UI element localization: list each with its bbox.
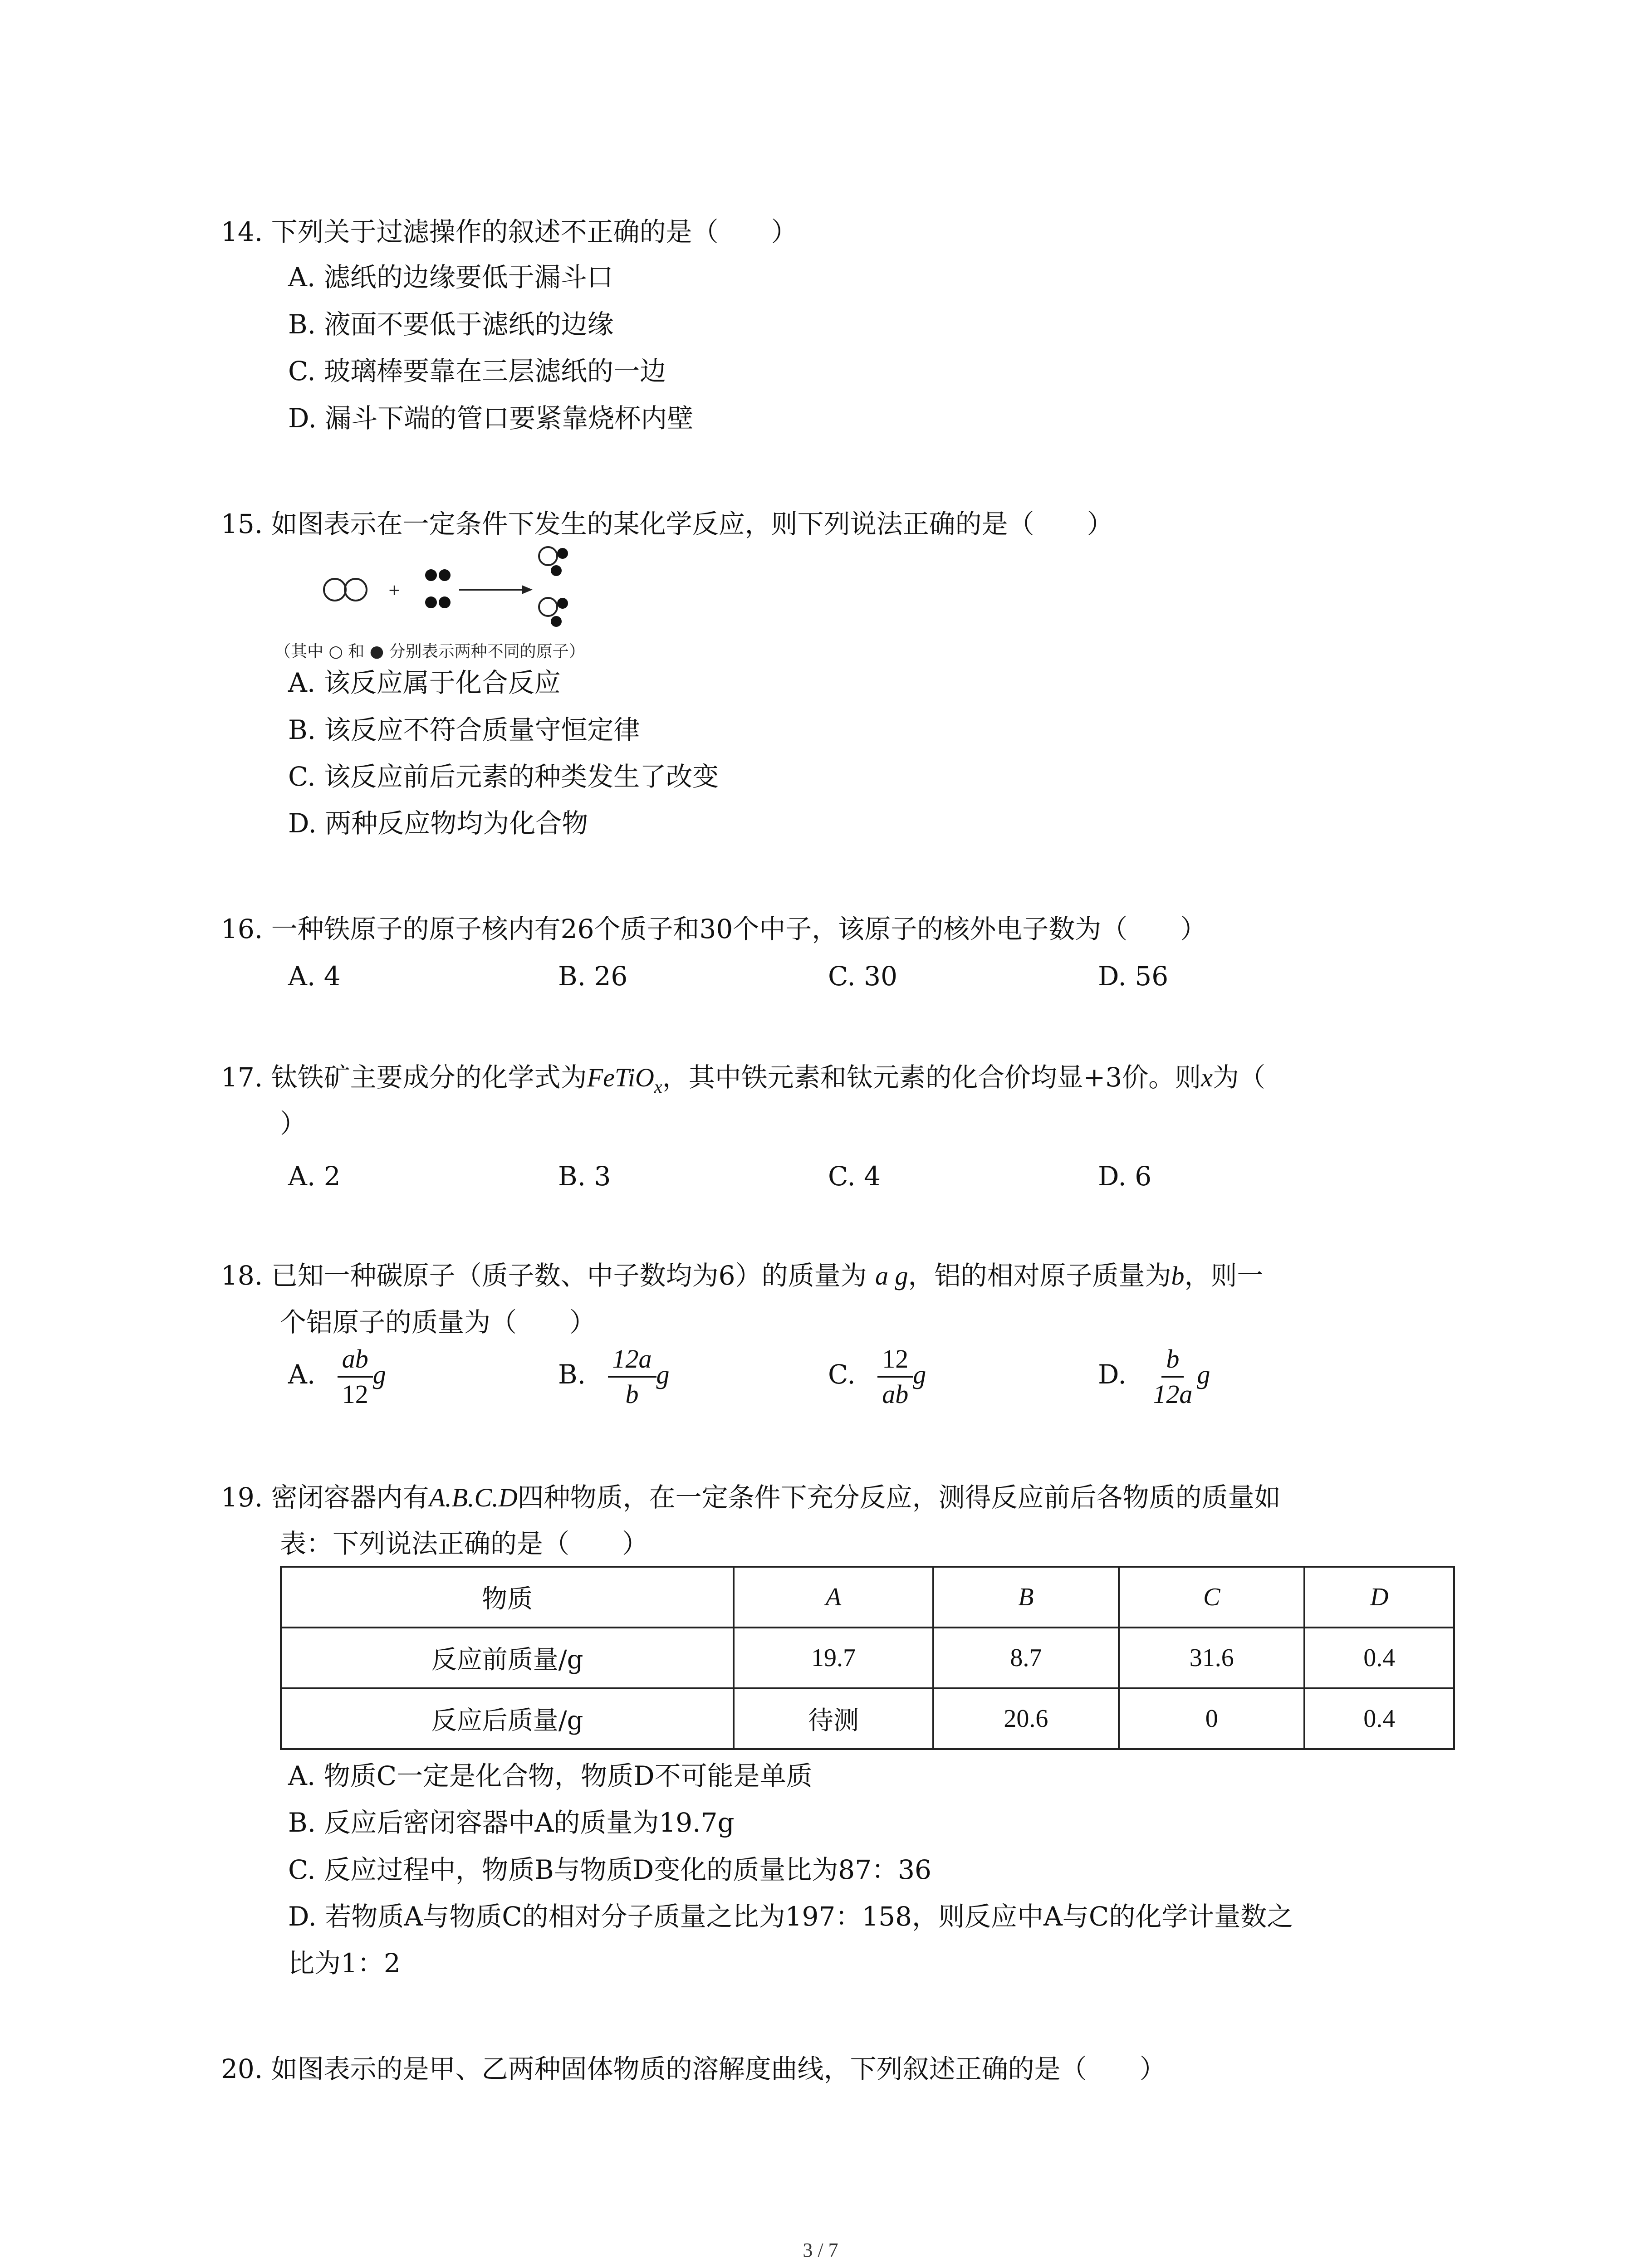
q16-option-b: B. 26 bbox=[558, 961, 628, 992]
q18-stem-part3: ，则一 bbox=[1184, 1260, 1264, 1291]
q15-option-a: A. 该反应属于化合反应 bbox=[288, 667, 561, 698]
denominator: ab bbox=[882, 1379, 909, 1409]
table-header-cell: D bbox=[1304, 1567, 1454, 1628]
q15-option-d: D. 两种反应物均为化合物 bbox=[288, 808, 588, 839]
table-cell: 0 bbox=[1119, 1688, 1304, 1749]
formula-subscript: x bbox=[654, 1076, 662, 1097]
table-cell: 20.6 bbox=[933, 1688, 1119, 1749]
q17-stem-part2: ，其中铁元素和钛元素的化合价均显+3价。则 bbox=[662, 1062, 1201, 1093]
q18-b-fraction bbox=[608, 1344, 656, 1409]
table-header-cell: B bbox=[933, 1567, 1119, 1628]
table-row bbox=[281, 1688, 1454, 1749]
question-19-stem bbox=[221, 1481, 1281, 1514]
q15-option-b: B. 该反应不符合质量守恒定律 bbox=[288, 714, 640, 745]
denominator: 12 bbox=[342, 1379, 368, 1409]
q18-d-fraction bbox=[1148, 1344, 1197, 1409]
q18-b-label: B. bbox=[558, 1359, 586, 1390]
table-header-cell: 物质 bbox=[281, 1567, 734, 1628]
substances-list: A.B.C.D bbox=[429, 1483, 518, 1512]
plus-sign: + bbox=[388, 581, 401, 599]
question-18-stem-line2: 个铝原子的质量为（ ） bbox=[280, 1307, 596, 1338]
q16-option-c: C. 30 bbox=[828, 961, 897, 992]
table-header-row bbox=[281, 1567, 1454, 1628]
q18-a-label: A. bbox=[288, 1359, 316, 1390]
numerator: b bbox=[1161, 1344, 1184, 1378]
table-header-cell: C bbox=[1119, 1567, 1304, 1628]
q17-stem-part3: 为（ bbox=[1212, 1062, 1265, 1093]
q18-c-fraction bbox=[877, 1344, 913, 1409]
q14-option-a: A. 滤纸的边缘要低于漏斗口 bbox=[288, 262, 613, 293]
question-17-stem-line2: ） bbox=[280, 1108, 307, 1139]
denominator: b bbox=[625, 1379, 639, 1409]
numerator: 12 bbox=[877, 1344, 913, 1378]
table-cell: 0.4 bbox=[1304, 1628, 1454, 1688]
q19-stem-part1: 19. 密闭容器内有 bbox=[221, 1482, 429, 1513]
table-cell: 0.4 bbox=[1304, 1688, 1454, 1749]
table-cell: 8.7 bbox=[933, 1628, 1119, 1688]
table-row bbox=[281, 1628, 1454, 1688]
question-20-stem: 20. 如图表示的是甲、乙两种固体物质的溶解度曲线，下列叙述正确的是（ ） bbox=[221, 2053, 1166, 2084]
q17-stem-part1: 17. 钛铁矿主要成分的化学式为 bbox=[221, 1062, 587, 1093]
unit: g bbox=[372, 1360, 386, 1389]
question-14-stem: 14. 下列关于过滤操作的叙述不正确的是（ ） bbox=[221, 216, 798, 247]
q19-option-c: C. 反应过程中，物质B与物质D变化的质量比为87：36 bbox=[288, 1854, 931, 1885]
page-number: 3 / 7 bbox=[803, 2239, 838, 2261]
question-18-stem bbox=[221, 1260, 1264, 1292]
reaction-diagram bbox=[318, 544, 590, 635]
q19-stem-part2: 四种物质，在一定条件下充分反应，测得反应前后各物质的质量如 bbox=[517, 1482, 1281, 1513]
q18-c-label: C. bbox=[828, 1359, 856, 1390]
q19-option-b: B. 反应后密闭容器中A的质量为19.7g bbox=[288, 1807, 735, 1838]
question-19-stem-line2: 表：下列说法正确的是（ ） bbox=[280, 1528, 649, 1559]
q16-option-a: A. 4 bbox=[288, 961, 341, 992]
unit: g bbox=[656, 1360, 670, 1389]
q18-option-b bbox=[558, 1343, 670, 1409]
q18-option-c bbox=[828, 1343, 926, 1409]
table-cell: 31.6 bbox=[1119, 1628, 1304, 1688]
q14-option-c: C. 玻璃棒要靠在三层滤纸的一边 bbox=[288, 356, 666, 386]
q15-option-c: C. 该反应前后元素的种类发生了改变 bbox=[288, 761, 719, 792]
numerator: ab bbox=[338, 1344, 373, 1378]
chemical-formula bbox=[587, 1063, 662, 1097]
unit: g bbox=[1197, 1360, 1210, 1389]
figure-caption: （其中 ○ 和 ● 分别表示两种不同的原子） bbox=[274, 642, 585, 661]
numerator: 12a bbox=[608, 1344, 656, 1378]
q17-option-c: C. 4 bbox=[828, 1161, 881, 1192]
question-15-stem: 15. 如图表示在一定条件下发生的某化学反应，则下列说法正确的是（ ） bbox=[221, 508, 1113, 539]
q16-option-d: D. 56 bbox=[1098, 961, 1169, 992]
question-17-stem bbox=[221, 1061, 1265, 1103]
table-cell: 待测 bbox=[734, 1688, 933, 1749]
denominator: 12a bbox=[1153, 1379, 1193, 1409]
q19-option-d-line2: 比为1：2 bbox=[288, 1948, 401, 1979]
q19-option-a: A. 物质C一定是化合物，物质D不可能是单质 bbox=[288, 1760, 813, 1791]
q18-option-a bbox=[288, 1343, 386, 1409]
table-header-cell: A bbox=[734, 1567, 933, 1628]
q18-option-d bbox=[1098, 1343, 1210, 1409]
q19-option-d: D. 若物质A与物质C的相对分子质量之比为197：158，则反应中A与C的化学计量数之 bbox=[288, 1901, 1293, 1932]
q18-a-fraction bbox=[338, 1344, 373, 1409]
table-cell: 反应后质量/g bbox=[281, 1688, 734, 1749]
question-16-stem: 16. 一种铁原子的原子核内有26个质子和30个中子，该原子的核外电子数为（ ） bbox=[221, 914, 1207, 944]
q14-option-b: B. 液面不要低于滤纸的边缘 bbox=[288, 309, 614, 340]
unit: g bbox=[913, 1360, 926, 1389]
q18-d-label: D. bbox=[1098, 1359, 1127, 1390]
table-cell: 反应前质量/g bbox=[281, 1628, 734, 1688]
q18-stem-part2: ，铝的相对原子质量为 bbox=[908, 1260, 1171, 1291]
q14-option-d: D. 漏斗下端的管口要紧靠烧杯内壁 bbox=[288, 403, 694, 434]
mass-table bbox=[280, 1566, 1455, 1750]
q17-option-b: B. 3 bbox=[558, 1161, 611, 1192]
variable-x: x bbox=[1201, 1063, 1213, 1092]
variable-b: b bbox=[1171, 1261, 1185, 1290]
formula-main: FeTiO bbox=[587, 1063, 654, 1092]
q18-stem-part1: 18. 已知一种碳原子（质子数、中子数均为6）的质量为 bbox=[221, 1260, 876, 1291]
q17-option-a: A. 2 bbox=[288, 1161, 341, 1192]
table-cell: 19.7 bbox=[734, 1628, 933, 1688]
mass-a-g: a g bbox=[875, 1261, 908, 1290]
q17-option-d: D. 6 bbox=[1098, 1161, 1152, 1192]
